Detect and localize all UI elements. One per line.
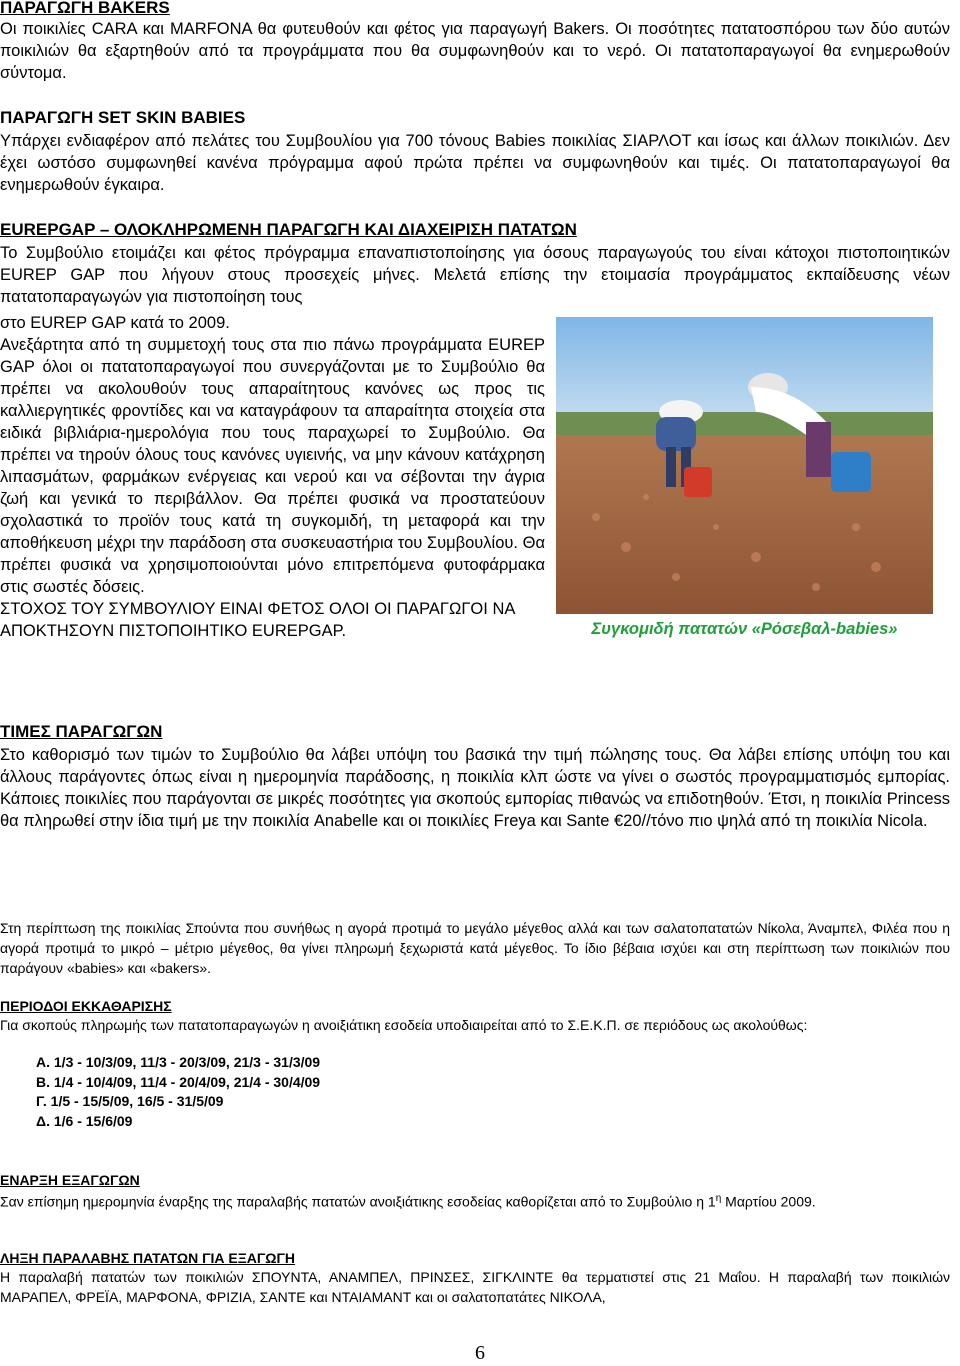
text-clearing: Για σκοπούς πληρωμής των πατατοπαραγωγών η ανοιξιάτικη εσοδεία υποδιαιρείται από το Σ.Ε.Κ.Π. σε περιόδους ως ακολούθως:: [0, 1017, 808, 1033]
section-clearing-periods: [0, 998, 950, 1131]
section-exports-end: [0, 1250, 950, 1307]
section-exports-start: [0, 1172, 950, 1212]
heading-exports-end: ΛΗΞΗ ΠΑΡΑΛΑΒΗΣ ΠΑΤΑΤΩΝ ΓΙΑ ΕΞΑΓΩΓΗ: [0, 1250, 296, 1266]
text-exports-end: Η παραλαβή πατατών των ποικιλιών ΣΠΟΥΝΤΑ, ΑΝΑΜΠΕΛ, ΠΡΙΝΣΕΣ, ΣΙΓΚΛΙΝΤΕ θα τερματιστεί στις 21 Μαΐου. Η παραλαβή των ποικιλιών ΜΑΡΑΠΕΛ, ΦΡΕΪΑ, ΜΑΡΦΟΝΑ, ΦΡΙΖΙΑ, ΣΑΝΤΕ και ΝΤΑΙΑΜΑΝΤ και οι σαλατοπατάτες ΝΙΚΟΛΑ,: [0, 1269, 950, 1305]
section-prices: [0, 722, 950, 832]
text-eurepgap-goal: ΣΤΟΧΟΣ ΤΟΥ ΣΥΜΒΟΥΛΙΟΥ ΕΙΝΑΙ ΦΕΤΟΣ ΟΛΟΙ ΟΙ ΠΑΡΑΓΩΓΟΙ ΝΑ ΑΠΟΚΤΗΣΟΥΝ ΠΙΣΤΟΠΟΙΗΤΙΚΟ EUREPGAP.: [0, 600, 515, 640]
section-bakers: [0, 0, 950, 84]
period-item: Β. 1/4 - 10/4/09, 11/4 - 20/4/09, 21/4 - 30/4/09: [36, 1073, 321, 1090]
potato-harvest-photo: [556, 317, 933, 614]
period-item: Δ. 1/6 - 15/6/09: [36, 1112, 133, 1129]
text-sizes: Στη περίπτωση της ποικιλίας Σπούντα που συνήθως η αγορά προτιμά το μεγάλο μέγεθος αλλά και των σαλατοπατατών Νίκολα, Άναμπελ, Φιλέα που η αγορά προτιμά το μικρό – μέτριο μέγεθος, θα γίνει πληρωμή ξεχωριστά κατά μέγεθος. Το ίδιο βέβαια ισχύει και στη περίπτωση των ποικιλιών που παράγουν «babies» και «bakers».: [0, 920, 950, 976]
harvest-illustration: [556, 317, 933, 614]
text-eurepgap-body: Ανεξάρτητα από τη συμμετοχή τους στα πιο πάνω προγράμματα EUREP GAP όλοι οι πατατοπαραγωγοί που συνεργάζονται με το Συμβούλιο θα πρέπει να ακολουθούν τους απαραίτητους κανόνες ως προς τις καλλιεργητικές φροντίδες και να καταγράφουν τα απαραίτητα στοιχεία στα ειδικά βιβλιάρια-ημερολόγια που τους παραχωρεί το Συμβούλιο. Θα πρέπει να τηρούν όλους τους κανόνες υγιεινής, να μην κάνουν κατάχρηση λιπασμάτων, φαρμάκων ενέργειας και νερού και να σέβονται την άγρια ζωή και γενικά το περιβάλλον. Θα πρέπει φυσικά να προστατεύουν σχολαστικά το προϊόν τους κατά τη συγκομιδή, τη μεταφορά και την αποθήκευση μέχρι την παράδοση στα συσκευαστήρια του Συμβουλίου. Θα πρέπει φυσικά να χρησιμοποιούνται μόνο επιτρεπόμενα φυτοφάρμακα στις σωστές δόσεις.: [0, 336, 545, 596]
text-bakers: Οι ποικιλίες CARA και MARFONA θα φυτευθούν και φέτος για παραγωγή Bakers. Οι ποσότητες πατατοσπόρου των δύο αυτών ποικιλιών θα εξαρτηθούν από τα προγράμματα που θα συμφωνηθούν και το νερό. Οι πατατοπαραγωγοί θα ενημερωθούν σύντομα.: [0, 20, 950, 82]
eurepgap-column: [0, 334, 545, 642]
heading-prices: ΤΙΜΕΣ ΠΑΡΑΓΩΓΩΝ: [0, 722, 163, 741]
heading-exports-start: ΕΝΑΡΞΗ ΕΞΑΓΩΓΩΝ: [0, 1172, 140, 1188]
heading-clearing: ΠΕΡΙΟΔΟΙ ΕΚΚΑΘΑΡΙΣΗΣ: [0, 998, 172, 1014]
section-eurepgap: [0, 220, 950, 308]
photo-caption: Συγκομιδή πατατών «Ρόσεβαλ-babies»: [591, 620, 898, 638]
section-set-skin-babies: [0, 108, 950, 196]
period-item: Γ. 1/5 - 15/5/09, 16/5 - 31/5/09: [36, 1093, 224, 1109]
text-set-skin: Υπάρχει ενδιαφέρον από πελάτες του Συμβουλίου για 700 τόνους Babies ποικιλίας ΣΙΑΡΛΟΤ και ίσως και άλλων ποικιλιών. Δεν έχει ωστόσο συμφωνηθεί κανένα πρόγραμμα αφού πρώτα πρέπει να συμφωνηθούν και τιμές. Οι πατατοπαραγωγοί θα ενημερωθούν έγκαιρα.: [0, 132, 950, 194]
eurepgap-intro-end: [0, 312, 545, 334]
text-eurepgap-intro: Το Συμβούλιο ετοιμάζει και φέτος πρόγραμμα επαναπιστοποίησης για όσους παραγωγούς του είναι κάτοχοι πιστοποιητικών EUREP GAP που λήγουν στους προσεχείς μήνες. Μελετά επίσης την ετοιμασία προγράμματος εκπαίδευσης νέων πατατοπαραγωγών για πιστοποίηση τους: [0, 244, 950, 306]
clearing-periods-list: [0, 1053, 950, 1131]
page-number: 6: [475, 1342, 485, 1364]
text-prices: Στο καθορισμό των τιμών το Συμβούλιο θα λάβει υπόψη του βασικά την τιμή πώλησης τους. Θα λάβει επίσης υπόψη του και άλλους παράγοντες όπως είναι η ημερομηνία παράδοσης, η ποικιλία κλπ ώστε να γίνει ο σωστός προγραμματισμός εμπορίας. Κάποιες ποικιλίες που παράγονται σε μικρές ποσότητες για σκοπούς εμπορίας πιθανώς να επιδοτηθούν. Έτσι, η ποικιλία Princess θα πληρωθεί στην ίδια τιμή με την ποικιλία Anabelle και οι ποικιλίες Freya και Sante €20//τόνο πιο ψηλά από τη ποικιλία Nicola.: [0, 746, 950, 830]
heading-eurepgap: EUREPGAP – ΟΛΟΚΛΗΡΩΜΕΝΗ ΠΑΡΑΓΩΓΗ ΚΑΙ ΔΙΑΧΕΙΡΙΣΗ ΠΑΤΑΤΩΝ: [0, 220, 577, 239]
heading-bakers: ΠΑΡΑΓΩΓΗ BAKERS: [0, 0, 170, 17]
period-item: Α. 1/3 - 10/3/09, 11/3 - 20/3/09, 21/3 - 31/3/09: [36, 1054, 321, 1070]
heading-set-skin: ΠΑΡΑΓΩΓΗ SET SKIN BABIES: [0, 108, 246, 127]
text-eurepgap-intro-end: στο EUREP GAP κατά το 2009.: [0, 314, 230, 332]
text-exports-start: Σαν επίσημη ημερομηνία έναρξης της παραλαβής πατατών ανοιξιάτικης εσοδείας καθορίζεται από το Συμβούλιο η $1^\eta$ Μαρτίου 2009.: [0, 1193, 816, 1210]
section-sizes: [0, 918, 950, 978]
